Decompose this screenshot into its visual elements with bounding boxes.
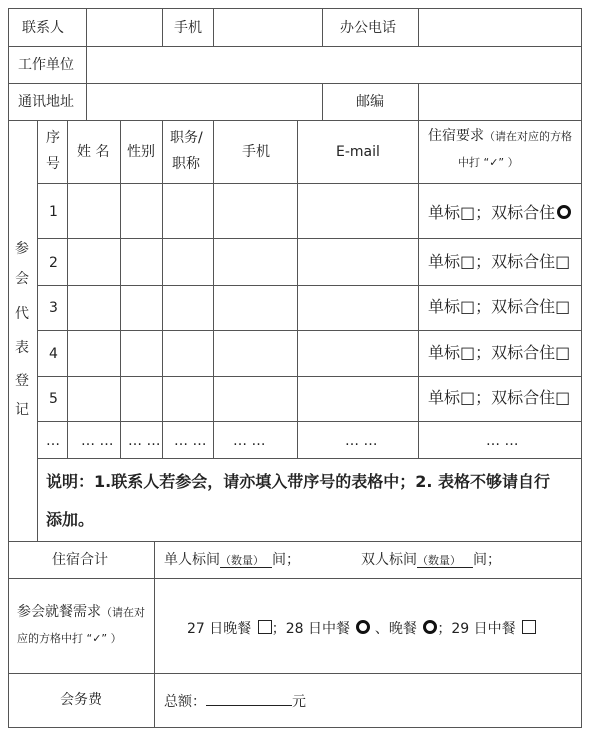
col-seq: 号 xyxy=(46,156,60,172)
lodging-option[interactable]: 单标□；双标合住□ xyxy=(428,252,571,271)
qty-blank[interactable] xyxy=(220,553,272,568)
divider xyxy=(120,120,121,458)
divider xyxy=(37,183,582,184)
workplace-label: 工作单位 xyxy=(18,57,74,73)
office-phone-label: 办公电话 xyxy=(340,20,396,36)
room-unit: 间； xyxy=(272,552,300,568)
divider xyxy=(8,541,582,542)
divider xyxy=(418,120,419,458)
selected-circle-icon[interactable] xyxy=(423,620,437,634)
divider xyxy=(37,421,582,422)
qty-hint: （数量） xyxy=(220,554,264,567)
side-label-char: 参 xyxy=(15,241,29,257)
divider xyxy=(86,8,87,121)
divider xyxy=(322,8,323,46)
lodging-option[interactable]: 单标□；双标合住□ xyxy=(428,388,571,407)
row-no: 3 xyxy=(49,300,58,316)
col-lodging-note: （请在对应的方格 xyxy=(484,130,572,143)
qty-blank[interactable] xyxy=(417,553,473,568)
checkbox-icon[interactable] xyxy=(522,620,536,634)
col-mobile: 手机 xyxy=(242,144,270,160)
divider xyxy=(8,673,582,674)
divider xyxy=(8,120,582,121)
contact-label: 联系人 xyxy=(22,20,64,36)
row-no: 2 xyxy=(49,255,58,271)
ellipsis-cell: … … xyxy=(81,433,114,449)
selected-circle-icon[interactable] xyxy=(356,620,370,634)
divider xyxy=(67,120,68,458)
single-room-count[interactable] xyxy=(164,553,300,568)
meal-d29-lunch: ；29 日中餐 xyxy=(437,621,516,637)
lodging-total-label: 住宿合计 xyxy=(52,552,108,568)
meals-label xyxy=(17,605,145,619)
ellipsis-cell: … xyxy=(46,433,60,449)
divider xyxy=(8,578,582,579)
selected-circle-icon xyxy=(557,205,571,219)
meal-d27: 27 日晚餐 xyxy=(187,621,252,637)
side-label-char: 会 xyxy=(15,271,29,287)
lodging-option[interactable] xyxy=(428,205,571,221)
row-no: 1 xyxy=(49,204,58,220)
note-line: 说明：1.联系人若参会，请亦填入带序号的表格中；2. 表格不够请自行 xyxy=(46,472,550,491)
qty-hint: （数量） xyxy=(417,554,461,567)
divider xyxy=(418,8,419,46)
fee-total-label: 总额： xyxy=(164,694,206,710)
meals-label-main: 参会就餐需求 xyxy=(17,604,101,620)
double-room-count[interactable] xyxy=(361,553,501,568)
postcode-label: 邮编 xyxy=(356,94,384,110)
col-title: 职务/ xyxy=(170,130,203,146)
ellipsis-cell: … … xyxy=(174,433,207,449)
meal-d28-lunch: ；28 日中餐 xyxy=(271,621,350,637)
side-label-char: 登 xyxy=(15,373,29,389)
ellipsis-cell: … … xyxy=(128,433,161,449)
divider xyxy=(162,8,163,46)
ellipsis-cell: … … xyxy=(233,433,266,449)
divider xyxy=(8,83,582,84)
fee-blank[interactable] xyxy=(206,693,292,706)
col-lodging-main: 住宿要求 xyxy=(428,128,484,144)
lodging-text: 单标□；双标合住 xyxy=(428,203,556,222)
lodging-option[interactable]: 单标□；双标合住□ xyxy=(428,343,571,362)
mobile-label: 手机 xyxy=(174,20,202,36)
divider xyxy=(37,120,38,541)
divider xyxy=(154,541,155,728)
meals-label-note: （请在对 xyxy=(101,606,145,619)
double-room-label: 双人标间 xyxy=(361,552,417,568)
col-seq: 序 xyxy=(46,130,60,146)
border-top xyxy=(8,8,582,9)
border-right xyxy=(581,8,582,728)
divider xyxy=(213,120,214,458)
meal-d28-dinner: 、晚餐 xyxy=(374,621,417,637)
col-gender: 性别 xyxy=(127,144,155,160)
col-name: 姓 名 xyxy=(77,144,110,160)
fee-label: 会务费 xyxy=(60,692,102,708)
col-email: E-mail xyxy=(336,144,380,160)
divider xyxy=(37,458,582,459)
meal-options[interactable] xyxy=(187,620,536,636)
lodging-option[interactable]: 单标□；双标合住□ xyxy=(428,297,571,316)
side-label-char: 表 xyxy=(15,340,29,356)
divider xyxy=(37,376,582,377)
divider xyxy=(297,120,298,458)
divider xyxy=(162,120,163,458)
border-bottom xyxy=(8,727,582,728)
fee-unit: 元 xyxy=(292,694,306,710)
side-label-char: 记 xyxy=(15,402,29,418)
checkbox-icon[interactable] xyxy=(258,620,272,634)
fee-total[interactable] xyxy=(164,693,306,709)
divider xyxy=(8,46,582,47)
row-no: 5 xyxy=(49,391,58,407)
single-room-label: 单人标间 xyxy=(164,552,220,568)
room-unit: 间； xyxy=(473,552,501,568)
divider xyxy=(322,83,323,121)
address-label: 通讯地址 xyxy=(18,94,74,110)
col-lodging-note: 中打 “✓” ） xyxy=(458,156,519,169)
ellipsis-cell: … … xyxy=(486,433,519,449)
col-title: 职称 xyxy=(172,156,200,172)
row-no: 4 xyxy=(49,346,58,362)
ellipsis-cell: … … xyxy=(345,433,378,449)
side-label-char: 代 xyxy=(15,306,29,322)
divider xyxy=(37,285,582,286)
divider xyxy=(37,330,582,331)
divider xyxy=(213,8,214,46)
col-lodging xyxy=(428,129,572,143)
meals-label-note: 应的方格中打 “✓” ） xyxy=(17,632,122,645)
divider xyxy=(37,238,582,239)
note-line: 添加。 xyxy=(46,510,95,529)
divider xyxy=(418,83,419,121)
border-left xyxy=(8,8,9,728)
